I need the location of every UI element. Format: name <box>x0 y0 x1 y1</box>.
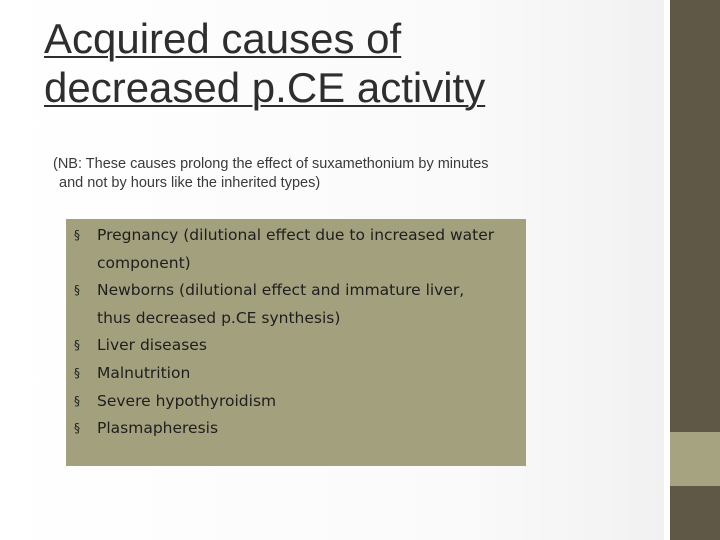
list-item <box>74 222 524 277</box>
list-item-text-line: Liver diseases <box>97 336 207 355</box>
slide-title-line-2: decreased p.CE activity <box>44 64 486 111</box>
list-item <box>74 415 524 443</box>
list-item-text-line: component) <box>97 253 191 272</box>
bullet-icon: § <box>74 393 80 408</box>
slide-title-line-1: Acquired causes of <box>44 15 402 62</box>
list-item-text-line: thus decreased p.CE synthesis) <box>97 308 341 327</box>
list-item-text-line: Malnutrition <box>97 363 191 382</box>
list-item-text-line: Plasmapheresis <box>97 419 219 438</box>
note-text <box>53 155 573 193</box>
note-line-2: and not by hours like the inherited types) <box>59 175 321 191</box>
bullet-icon: § <box>74 421 80 436</box>
list-item-text-line: Newborns (dilutional effect and immature liver, <box>97 281 465 300</box>
bullet-icon: § <box>74 365 80 380</box>
bullet-icon: § <box>74 283 80 298</box>
list-item <box>74 277 524 332</box>
list-item <box>74 332 524 360</box>
slide-title <box>44 14 644 112</box>
note-line-1: (NB: These causes prolong the effect of suxamethonium by minutes <box>53 156 489 172</box>
bullet-icon: § <box>74 228 80 242</box>
decorative-sidebar-accent <box>670 432 720 486</box>
list-item-text-line: Pregnancy (dilutional effect due to increased water <box>97 226 495 244</box>
causes-list <box>74 222 524 443</box>
bullet-icon: § <box>74 338 80 353</box>
list-item <box>74 360 524 388</box>
list-item <box>74 388 524 416</box>
list-item-text-line: Severe hypothyroidism <box>97 391 277 410</box>
